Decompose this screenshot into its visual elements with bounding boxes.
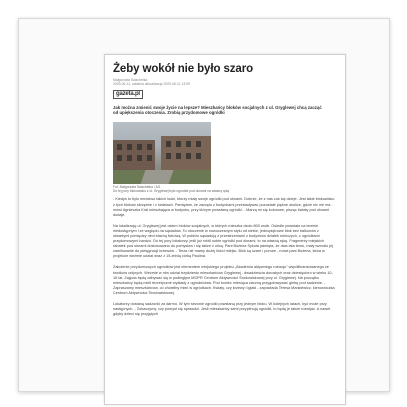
article-paragraph: Założenie przydomowych ogródków jest elementem miejskiego projektu „Akademia aktywnego rozwoju” współfinansowanego ze środków unijnych. Weźmie w nim udział trzydziestu mieszkańców Gryglewej - dwadzieścia dorosłych oraz dziesięcioro w wieku 10-16 lat. Zajęcia będą odbywać się w podległym MOPR Centrum Aktywności Środowiskowej przy ul. Gryglewej. Na początku mieszkańcy będą mieli teoretyczne wykłady z ogrodnictwa. Pod koniec miesiąca zaczną przygotowywać glebę pod sadzenie. - Zapraszamy mieszkańców, co chcieliby mieć w ogródkach. Kwiaty, czy krzewy i iglaki - zapowiada Teresa Mankiewicz, kierowniczka Centrum Aktywności Środowiskowej. [113, 265, 335, 295]
article-date: 2009-06-11, ostatnia aktualizacja 2009-06-11 13:59 [113, 82, 190, 87]
article-title: Żeby wokół nie było szaro [113, 63, 254, 75]
article-paragraph: Na lokalizację ul. Gryglewej jest osiem bloków socjalnych, w których mieszka około 800 osób. Osiedle powstało na terenie niedostępnym i ze względu na sąsiadów. To otoczenie w nowoczesnym stylu od siebie, jednopiętrowe blok bez balkonów z otwartymi pomiędzy nimi blachą futrową. W pobliżu sąsiadują z przestrzeniami z budynków działek rolniczych, z ogródkami przydomowymi bardzo. Do tej pory lokatorzy, jeśli już robili sobie ogródki pod oknami, to na własną rękę. Fragmenty miejskich rabatek pod oknami dostosowano do pomysłów i się także z ulicą. Pani Bożena Sykuła pamięta, że dwa lata temu, mały wzrosło jej zamiłowanie do pielęgnacji krzewów. - Teraz nie mamy dużej ilości miejsc. Blok są szare i ponure - mówi pani Bożena, która w projekcie weźmie udział wraz z 15-letnią córką Paulina. [113, 223, 334, 259]
photo-credit: Fot. Małgorzata Szlachetka / AG [113, 185, 161, 189]
article-photo [113, 122, 211, 184]
document-page [104, 54, 346, 405]
gazeta-logo: gazeta.pl [113, 90, 143, 99]
article-author: Małgorzata Szlachetka [113, 78, 148, 82]
photo-frame [18, 18, 390, 392]
article [113, 63, 337, 317]
article-paragraph: Lokatorzy dostaną sadzonki za darmo. W tym sezonie ogródki powstaną przy jednym bloku. W kolejnych latach, być może przy następnych. - Zobaczymy, czy pomysł się sprawdzi. Jeśli mieszkańcy sami przypilnują ogródki, to będą je także rozwijać. A nawet gdyby dzieci się przyjętych [113, 302, 331, 317]
article-paragraph: - Kiedyś tu było mnóstwo takich ludzi, którzy miały swoje ogródki pod oknami. Dobrze, że z nas coś się dzieje. Jest takie blokowisko z tych bloków skrzętnie i z kwiatach. Pamiętam, że zaczęło z budynkami przesiadywać pozostałe piękne okolice, gdzie nic nie ma - mówi Agnieszka Kral mieszkająca w budynku, przy którym powstaną ogródki. - Marzą mi się kolorowe, pisząc kwiaty pod oknami dodaje. [113, 197, 335, 217]
photo-caption: Do tej pory blokowisko z ul. Gryglewej było ogródek pod oknami na własną rękę [113, 189, 230, 194]
article-lead: Jak można zmienić swoje życie na lepsze? Mieszkańcy bloków socjalnych z ul. Gryglewej chcą zacząć od upiększenia otoczenia. Zrobią przydomowe ogródki [113, 104, 322, 116]
